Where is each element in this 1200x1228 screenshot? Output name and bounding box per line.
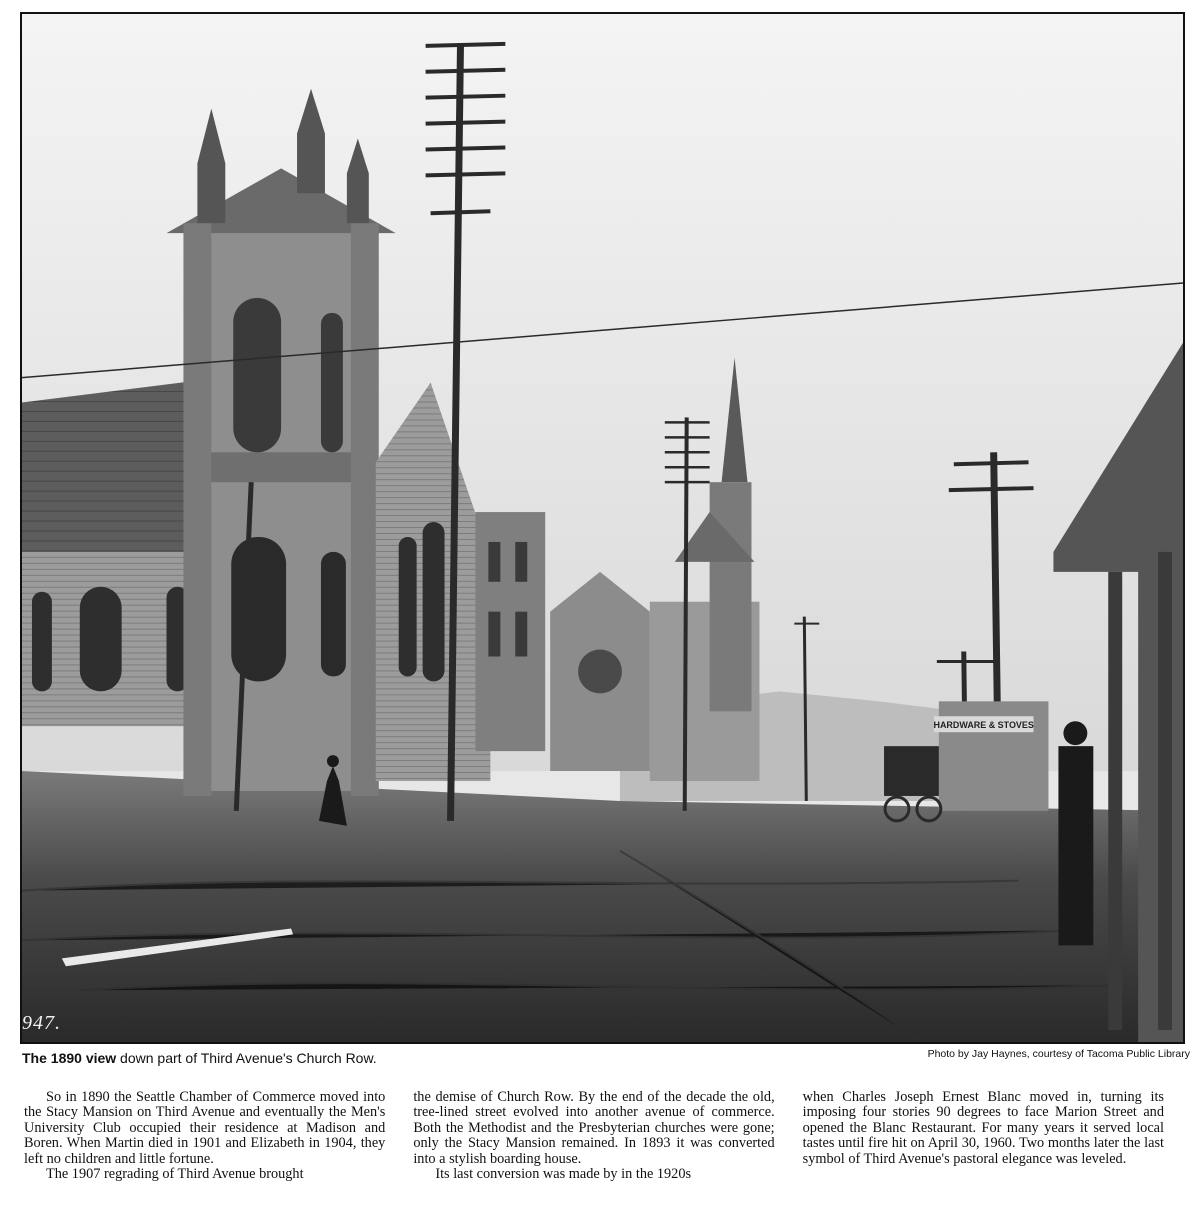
article-column-2	[413, 1090, 774, 1218]
paragraph: when Charles Joseph Ernest Blanc moved in, turning its imposing four stories 90 degrees to face Marion Street and opened the Blanc Restaurant. For many years it served local tastes until fire hit on April 30, 1960. Two months later the last symbol of Third Avenue's pastoral elegance was leveled.	[802, 1089, 1164, 1167]
church-tower	[167, 89, 396, 796]
plate-number: 947.	[22, 1012, 61, 1034]
paragraph: The 1907 regrading of Third Avenue brought	[46, 1166, 304, 1183]
paragraph: the demise of Church Row. By the end of the decade the old, tree-lined street evolved into another avenue of commerce. Both the Methodist and the Presbyterian churches were gone; only the Stacy Mansion remained. In 1893 it was converted into a stylish boarding house.	[413, 1089, 775, 1167]
hardware-sign-text: HARDWARE & STOVES	[933, 720, 1034, 731]
article-column-1	[24, 1090, 385, 1218]
article-body	[24, 1090, 1164, 1218]
caption-row	[22, 1048, 1190, 1070]
caption-lead: The 1890 view	[22, 1050, 117, 1066]
church-row-street-scene	[22, 14, 1183, 1042]
historic-photo	[20, 12, 1185, 1044]
photo-caption	[22, 1050, 377, 1066]
muddy-street	[22, 771, 1183, 1042]
paragraph: Its last conversion was made by in the 1920s	[435, 1166, 692, 1183]
article-column-3	[803, 1090, 1164, 1218]
stacy-mansion	[475, 512, 545, 751]
photo-credit: Photo by Jay Haynes, courtesy of Tacoma Public Library	[927, 1048, 1190, 1060]
caption-rest: down part of Third Avenue's Church Row.	[116, 1050, 377, 1066]
paragraph: So in 1890 the Seattle Chamber of Commerce moved into the Stacy Mansion on Third Avenue and eventually the Men's University Club occupied their residence at Madison and Boren. When Martin died in 1901 and Elizabeth in 1904, they left no children and little fortune.	[24, 1089, 386, 1167]
